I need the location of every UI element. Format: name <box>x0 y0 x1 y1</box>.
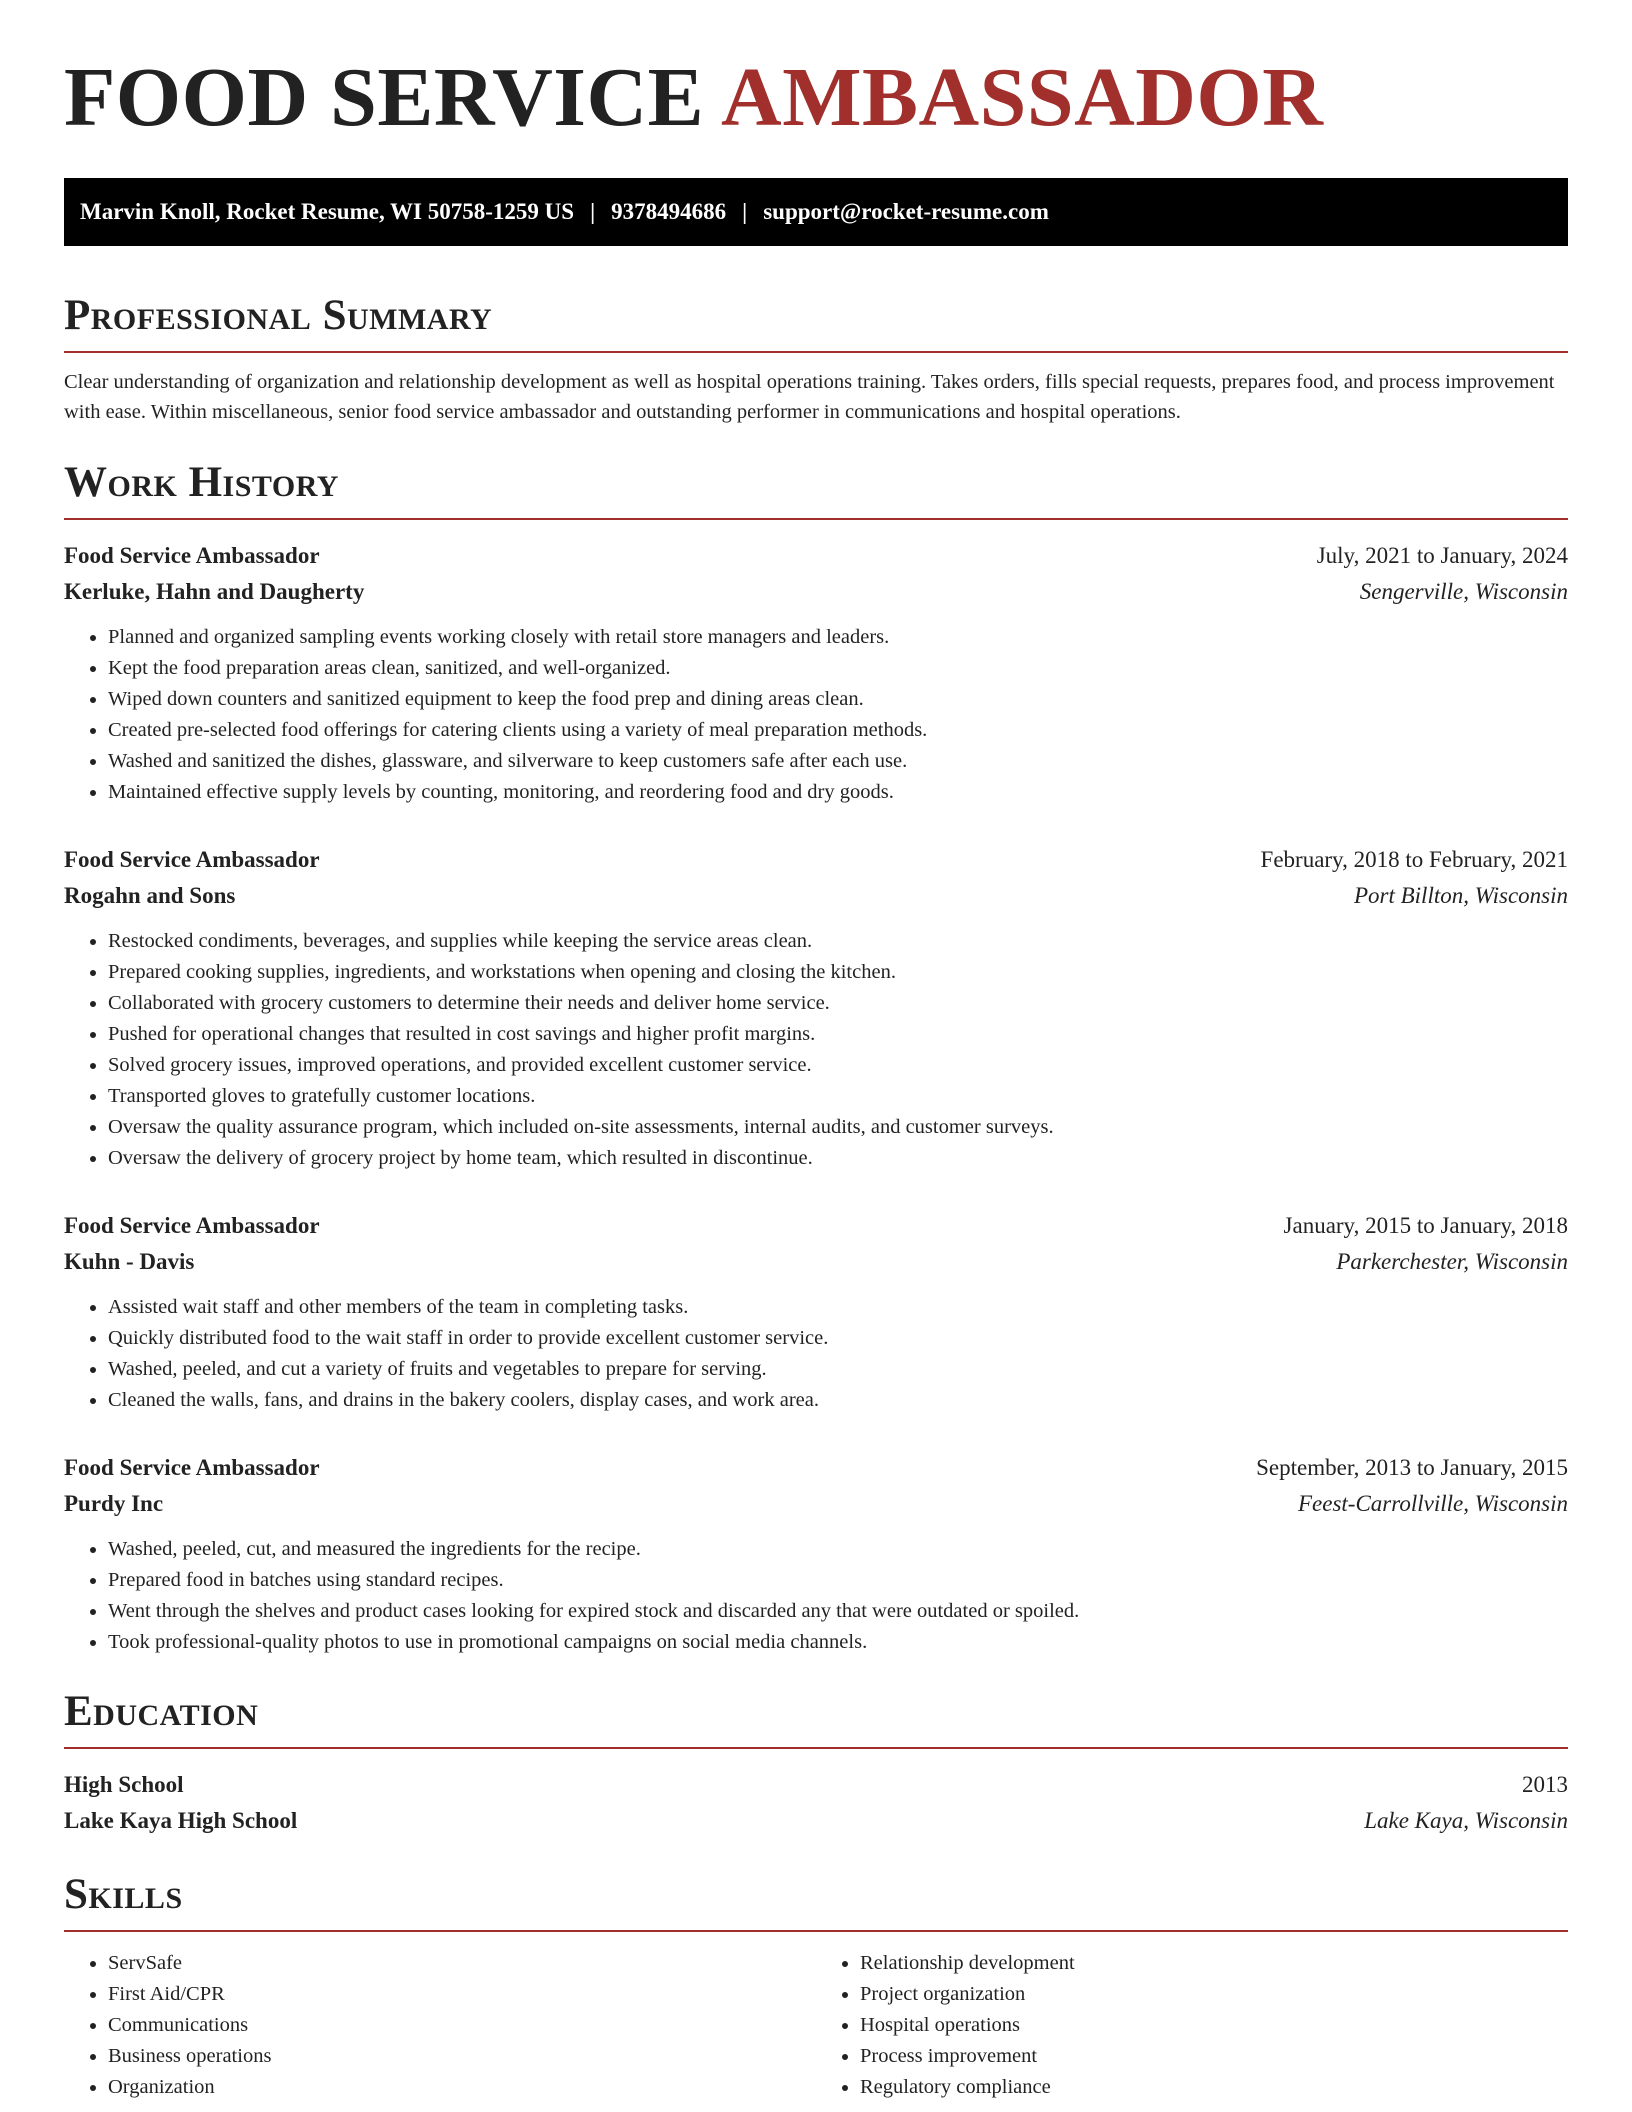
job-bullets <box>64 926 1568 1174</box>
job-bullet: • Assisted wait staff and other members of the team in completing tasks. <box>108 1292 1568 1323</box>
job-company-row <box>64 1486 1568 1522</box>
job-bullet: • Prepared food in batches using standard recipes. <box>108 1565 1568 1596</box>
job-entry <box>64 1450 1568 1658</box>
job-dates: September, 2013 to January, 2015 <box>1256 1455 1568 1480</box>
job-bullet: • Quickly distributed food to the wait staff in order to provide excellent customer service. <box>108 1323 1568 1354</box>
section-divider <box>64 518 1568 520</box>
job-bullet: • Took professional-quality photos to use in promotional campaigns on social media channels. <box>108 1627 1568 1658</box>
job-entry <box>64 842 1568 1174</box>
job-location: Port Billton, Wisconsin <box>1353 883 1568 908</box>
contact-separator: | <box>590 199 596 224</box>
job-bullet: • Cleaned the walls, fans, and drains in the bakery coolers, display cases, and work area. <box>108 1385 1568 1416</box>
work-history-section <box>64 461 1568 1658</box>
job-title: Food Service Ambassador <box>64 847 320 872</box>
skills-columns <box>64 1948 1568 2103</box>
job-company: Kerluke, Hahn and Daugherty <box>64 579 365 604</box>
contact-address: Marvin Knoll, Rocket Resume, WI 50758-1259 US <box>80 199 575 224</box>
skill-item: • Process improvement <box>860 2041 1568 2072</box>
skill-item: • First Aid/CPR <box>108 1979 816 2010</box>
job-title: Food Service Ambassador <box>64 543 320 568</box>
skill-item: • Organization <box>108 2072 816 2103</box>
skills-heading: Skills <box>64 1871 183 1918</box>
work-history-heading: Work History <box>64 459 339 506</box>
section-divider <box>64 1930 1568 1932</box>
job-title-row <box>64 538 1568 574</box>
job-location: Parkerchester, Wisconsin <box>1336 1249 1568 1274</box>
summary-text: Clear understanding of organization and relationship development as well as hospital operations training. Takes orders, fills special requests, prepares food, and process improvement with ease. Within miscellaneous, senior food service ambassador and outstanding performer in communications and hospital operations. <box>64 371 1555 423</box>
job-bullet: • Wiped down counters and sanitized equipment to keep the food prep and dining areas clean. <box>108 684 1568 715</box>
job-company-row <box>64 878 1568 914</box>
job-entry <box>64 1208 1568 1416</box>
contact-email: support@rocket-resume.com <box>763 199 1049 224</box>
education-year: 2013 <box>1522 1772 1568 1797</box>
skills-list-right <box>816 1948 1568 2103</box>
skills-list-left <box>64 1948 816 2103</box>
job-bullet: • Washed, peeled, cut, and measured the ingredients for the recipe. <box>108 1534 1568 1565</box>
skill-item: • Regulatory compliance <box>860 2072 1568 2103</box>
job-bullet: • Washed, peeled, and cut a variety of fruits and vegetables to prepare for serving. <box>108 1354 1568 1385</box>
section-divider <box>64 351 1568 353</box>
job-bullet: • Transported gloves to gratefully customer locations. <box>108 1081 1568 1112</box>
contact-phone: 9378494686 <box>611 199 727 224</box>
job-bullets <box>64 1534 1568 1658</box>
education-entry <box>64 1767 1568 1839</box>
education-location: Lake Kaya, Wisconsin <box>1364 1808 1568 1833</box>
job-bullet: • Went through the shelves and product cases looking for expired stock and discarded any that were outdated or spoiled. <box>108 1596 1568 1627</box>
job-bullet: • Created pre-selected food offerings for catering clients using a variety of meal preparation methods. <box>108 715 1568 746</box>
job-company-row <box>64 1244 1568 1280</box>
job-bullet: • Solved grocery issues, improved operations, and provided excellent customer service. <box>108 1050 1568 1081</box>
job-entry <box>64 538 1568 808</box>
job-bullets <box>64 622 1568 808</box>
job-bullet: • Collaborated with grocery customers to determine their needs and deliver home service. <box>108 988 1568 1019</box>
job-bullet: • Kept the food preparation areas clean, sanitized, and well-organized. <box>108 653 1568 684</box>
job-bullet: • Pushed for operational changes that resulted in cost savings and higher profit margins. <box>108 1019 1568 1050</box>
section-divider <box>64 1747 1568 1749</box>
job-title-row <box>64 842 1568 878</box>
job-company: Kuhn - Davis <box>64 1249 195 1274</box>
contact-separator: | <box>742 199 748 224</box>
contact-bar <box>64 178 1568 246</box>
skill-item: • Hospital operations <box>860 2010 1568 2041</box>
job-title: Food Service Ambassador <box>64 1455 320 1480</box>
education-section <box>64 1690 1568 1839</box>
job-title-row <box>64 1208 1568 1244</box>
skill-item: • Communications <box>108 2010 816 2041</box>
skill-item: • Business operations <box>108 2041 816 2072</box>
job-bullet: • Washed and sanitized the dishes, glassware, and silverware to keep customers safe after each use. <box>108 746 1568 777</box>
education-degree-row <box>64 1767 1568 1803</box>
job-location: Feest-Carrollville, Wisconsin <box>1297 1491 1568 1516</box>
job-company: Rogahn and Sons <box>64 883 236 908</box>
job-dates: February, 2018 to February, 2021 <box>1260 847 1568 872</box>
job-title-row <box>64 1450 1568 1486</box>
job-bullet: • Prepared cooking supplies, ingredients, and workstations when opening and closing the kitchen. <box>108 957 1568 988</box>
education-heading: Education <box>64 1688 259 1735</box>
job-bullets <box>64 1292 1568 1416</box>
resume-title <box>64 0 1568 144</box>
summary-section <box>64 294 1568 427</box>
job-title: Food Service Ambassador <box>64 1213 320 1238</box>
title-part-accent: AMBASSADOR <box>721 51 1324 144</box>
skill-item: • Relationship development <box>860 1948 1568 1979</box>
summary-heading: Professional Summary <box>64 292 493 339</box>
job-company-row <box>64 574 1568 610</box>
education-school: Lake Kaya High School <box>64 1808 298 1833</box>
job-location: Sengerville, Wisconsin <box>1359 579 1568 604</box>
skill-item: • ServSafe <box>108 1948 816 1979</box>
job-bullet: • Planned and organized sampling events working closely with retail store managers and leaders. <box>108 622 1568 653</box>
skills-section <box>64 1873 1568 2103</box>
job-bullet: • Oversaw the delivery of grocery project by home team, which resulted in discontinue. <box>108 1143 1568 1174</box>
job-company: Purdy Inc <box>64 1491 164 1516</box>
job-bullet: • Restocked condiments, beverages, and supplies while keeping the service areas clean. <box>108 926 1568 957</box>
job-dates: January, 2015 to January, 2018 <box>1283 1213 1568 1238</box>
job-bullet: • Oversaw the quality assurance program, which included on-site assessments, internal audits, and customer surveys. <box>108 1112 1568 1143</box>
skill-item: • Project organization <box>860 1979 1568 2010</box>
title-part-dark: FOOD SERVICE <box>64 51 705 144</box>
job-dates: July, 2021 to January, 2024 <box>1316 543 1568 568</box>
education-school-row <box>64 1803 1568 1839</box>
education-degree: High School <box>64 1772 184 1797</box>
job-bullet: • Maintained effective supply levels by counting, monitoring, and reordering food and dry goods. <box>108 777 1568 808</box>
